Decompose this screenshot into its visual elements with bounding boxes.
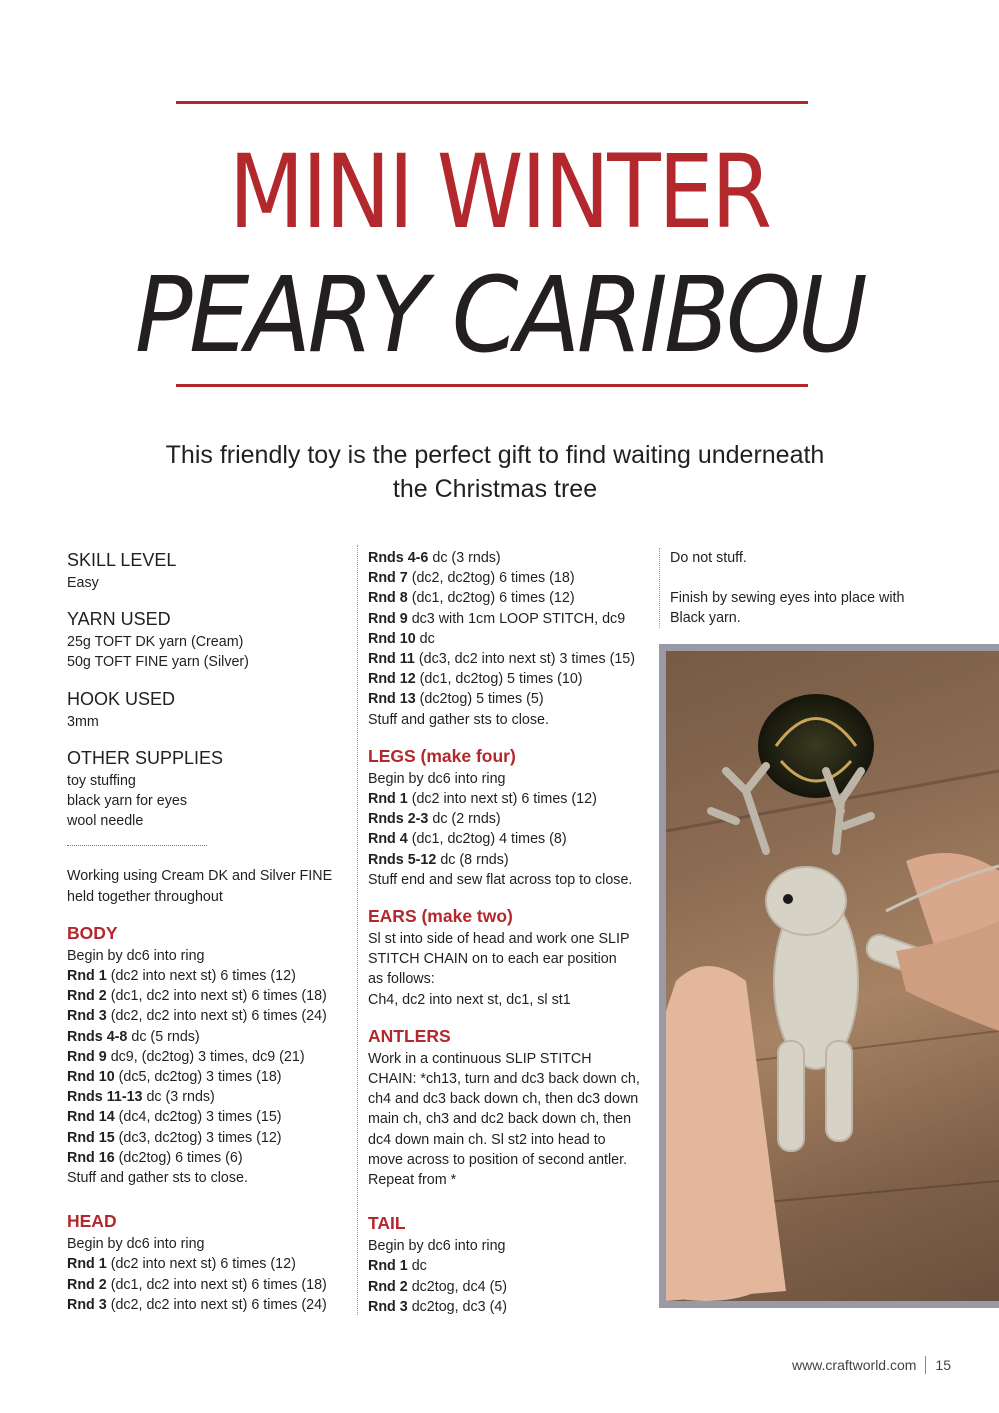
instruction-line [368, 1130, 653, 1150]
text-line: Do not stuff. [670, 550, 747, 566]
instruction-text: (dc1, dc2tog) 5 times (10) [415, 671, 583, 688]
supply-item: black yarn for eyes [67, 793, 187, 810]
title-line-1: MINI WINTER [228, 133, 770, 252]
instruction-line [67, 946, 347, 966]
instruction-text: (dc2, dc2tog) 6 times (18) [407, 570, 575, 587]
round-label: Rnds 5-12 [368, 851, 437, 868]
instruction-line [368, 629, 653, 649]
round-label: Rnd 3 [67, 1296, 107, 1313]
note-line: held together throughout [67, 888, 223, 905]
instruction-line [67, 1148, 347, 1168]
round-label: Rnd 8 [368, 590, 408, 607]
antlers-heading: ANTLERS [368, 1025, 451, 1046]
instruction-line [368, 548, 653, 568]
skill-section [67, 549, 347, 593]
yarn-item: 50g TOFT FINE yarn (Silver) [67, 654, 249, 671]
instruction-line [368, 829, 653, 849]
round-label: Rnd 9 [368, 610, 408, 627]
round-label: Rnd 1 [368, 791, 408, 808]
note [67, 866, 347, 906]
instruction-line [67, 1087, 347, 1107]
instruction-text: move across to position of second antler. [368, 1151, 628, 1168]
instruction-text: dc2tog, dc3 (4) [407, 1298, 508, 1315]
instruction-text: dc (8 rnds) [436, 851, 509, 868]
instruction-text: dc (3 rnds) [142, 1089, 215, 1106]
round-label: Rnd 4 [368, 831, 408, 848]
instruction-line [368, 809, 653, 829]
instruction-line [368, 588, 653, 608]
round-label: Rnd 15 [67, 1129, 115, 1146]
text-line: Black yarn. [670, 610, 741, 627]
instruction-text: dc (5 rnds) [127, 1028, 200, 1045]
head-section [67, 1210, 347, 1315]
round-label: Rnd 10 [67, 1069, 115, 1086]
instruction-text: (dc2tog) 5 times (5) [415, 691, 544, 708]
instruction-text: Ch4, dc2 into next st, dc1, sl st1 [368, 991, 571, 1008]
hook-value: 3mm [67, 713, 99, 730]
skill-value: Easy [67, 575, 99, 591]
instruction-line [368, 929, 653, 949]
round-label: Rnd 10 [368, 630, 416, 647]
skill-heading: SKILL LEVEL [67, 550, 177, 570]
yarn-heading: YARN USED [67, 609, 171, 630]
tail-instructions [368, 1236, 653, 1317]
instruction-text: Repeat from * [368, 1172, 457, 1189]
instruction-text: dc9, (dc2tog) 3 times, dc9 (21) [106, 1048, 305, 1065]
instruction-line [368, 1236, 653, 1256]
instruction-text: (dc2 into next st) 6 times (12) [106, 968, 296, 985]
round-label: Rnd 12 [368, 671, 416, 688]
instruction-text: Begin by dc6 into ring [67, 1236, 205, 1253]
instruction-line [67, 1006, 347, 1026]
instruction-line [67, 1128, 347, 1148]
round-label: Rnd 2 [368, 1278, 408, 1295]
tail-heading: TAIL [368, 1213, 406, 1234]
hook-section [67, 688, 347, 732]
photo-image [666, 651, 999, 1301]
head-heading: HEAD [67, 1211, 117, 1232]
instruction-text: (dc1, dc2 into next st) 6 times (18) [106, 988, 327, 1005]
instruction-text: Begin by dc6 into ring [67, 947, 205, 964]
round-label: Rnds 11-13 [67, 1089, 143, 1106]
ears-section [368, 905, 653, 1010]
supply-item: toy stuffing [67, 772, 136, 789]
round-label: Rnd 16 [67, 1149, 115, 1166]
instruction-line [368, 568, 653, 588]
instruction-text: dc (3 rnds) [428, 550, 501, 566]
instruction-line [368, 789, 653, 809]
instruction-line [67, 986, 347, 1006]
instruction-line [368, 850, 653, 870]
antlers-section [368, 1025, 653, 1190]
instruction-text: dc4 down main ch. Sl st2 into head to [368, 1131, 606, 1148]
instruction-line [368, 1089, 653, 1109]
round-label: Rnd 1 [368, 1258, 408, 1275]
instruction-text: Work in a continuous SLIP STITCH [368, 1050, 592, 1067]
instruction-line [67, 1275, 347, 1295]
instruction-line [368, 1297, 653, 1317]
instruction-line [368, 1049, 653, 1069]
page-number: 15 [935, 1357, 951, 1373]
instruction-line [368, 990, 653, 1010]
instruction-line [67, 1234, 347, 1254]
head-instructions-continued [368, 548, 653, 730]
instruction-line [368, 669, 653, 689]
column-3 [670, 548, 970, 629]
round-label: Rnd 1 [67, 968, 107, 985]
round-label: Rnd 2 [67, 988, 107, 1005]
instruction-line [368, 1150, 653, 1170]
instruction-text: dc2tog, dc4 (5) [407, 1278, 508, 1295]
instruction-line [368, 689, 653, 709]
instruction-line [368, 1256, 653, 1276]
instruction-text: as follows: [368, 971, 435, 988]
round-label: Rnds 4-8 [67, 1028, 128, 1045]
instruction-text: dc [407, 1258, 427, 1275]
instruction-line [67, 1067, 347, 1087]
instruction-text: (dc4, dc2tog) 3 times (15) [114, 1109, 282, 1126]
instruction-text: (dc3, dc2 into next st) 3 times (15) [414, 651, 635, 668]
instruction-text: (dc2tog) 6 times (6) [114, 1149, 243, 1166]
ears-instructions [368, 929, 653, 1010]
instruction-line [368, 969, 653, 989]
instruction-line [67, 1254, 347, 1274]
antlers-instructions [368, 1049, 653, 1190]
round-label: Rnds 2-3 [368, 811, 429, 828]
round-label: Rnd 9 [67, 1048, 107, 1065]
round-label: Rnd 14 [67, 1109, 115, 1126]
round-label: Rnd 13 [368, 691, 416, 708]
intro-text: This friendly toy is the perfect gift to find waiting underneath the Christmas tree [165, 441, 825, 503]
instruction-line [67, 966, 347, 986]
instruction-text: CHAIN: *ch13, turn and dc3 back down ch, [368, 1071, 640, 1088]
instruction-line [368, 1277, 653, 1297]
legs-instructions [368, 769, 653, 890]
photo-illustration [666, 651, 999, 1301]
instruction-text: (dc1, dc2tog) 6 times (12) [407, 590, 575, 607]
instruction-text: Stuff end and sew flat across top to close. [368, 871, 633, 888]
instruction-line [67, 1295, 347, 1315]
instruction-text: STITCH CHAIN on to each ear position [368, 951, 617, 968]
instruction-line [67, 1047, 347, 1067]
instruction-line [368, 649, 653, 669]
instruction-text: (dc2, dc2 into next st) 6 times (24) [106, 1296, 327, 1313]
ears-heading: EARS (make two) [368, 906, 513, 927]
title-line-2: PEARY CARIBOU [134, 254, 864, 376]
note-line: Working using Cream DK and Silver FINE [67, 868, 333, 885]
instruction-text: (dc2, dc2 into next st) 6 times (24) [106, 1008, 327, 1025]
instruction-line [67, 1107, 347, 1127]
round-label: Rnd 7 [368, 570, 408, 587]
hook-heading: HOOK USED [67, 688, 176, 709]
tail-section [368, 1212, 653, 1317]
body-heading: BODY [67, 922, 118, 943]
instruction-text: dc (2 rnds) [428, 811, 501, 828]
footer-url[interactable]: www.craftworld.com [791, 1357, 917, 1373]
instruction-text: (dc1, dc2tog) 4 times (8) [407, 831, 567, 848]
top-rule [176, 101, 808, 104]
text-line: Finish by sewing eyes into place with [670, 590, 905, 607]
instruction-text: dc3 with 1cm LOOP STITCH, dc9 [407, 610, 626, 627]
instruction-text: Begin by dc6 into ring [368, 1238, 506, 1255]
round-label: Rnd 3 [368, 1298, 408, 1315]
instruction-line [368, 609, 653, 629]
footer-separator [925, 1356, 926, 1374]
caribou-photo [659, 644, 999, 1308]
head-instructions [67, 1234, 347, 1315]
dotted-divider [67, 845, 207, 846]
instruction-text: (dc3, dc2tog) 3 times (12) [114, 1129, 282, 1146]
instruction-line [368, 769, 653, 789]
bottom-rule [176, 384, 808, 387]
supplies-heading: OTHER SUPPLIES [67, 747, 224, 768]
head-continued [368, 548, 653, 730]
instruction-text: (dc1, dc2 into next st) 6 times (18) [106, 1276, 327, 1293]
instruction-line [368, 870, 653, 890]
instruction-text: ch4 and dc3 back down ch, then dc3 down [368, 1091, 639, 1108]
instruction-line [368, 710, 653, 730]
instruction-line [368, 949, 653, 969]
page-footer [792, 1356, 951, 1374]
yarn-item: 25g TOFT DK yarn (Cream) [67, 634, 244, 651]
instruction-text: main ch, ch3 and dc2 back down ch, then [368, 1111, 632, 1128]
column-2 [368, 548, 653, 1317]
column-1 [67, 545, 347, 1315]
yarn-section [67, 608, 347, 672]
instruction-text: (dc5, dc2tog) 3 times (18) [114, 1069, 282, 1086]
legs-section [368, 745, 653, 890]
supply-item: wool needle [67, 813, 144, 830]
body-section [67, 922, 347, 1188]
instruction-text: (dc2 into next st) 6 times (12) [407, 791, 597, 808]
round-label: Rnd 2 [67, 1276, 107, 1293]
instruction-line [67, 1168, 347, 1188]
instruction-text: Stuff and gather sts to close. [67, 1170, 248, 1187]
round-label: Rnd 1 [67, 1256, 107, 1273]
supplies-section [67, 747, 347, 832]
column-divider [659, 548, 660, 628]
round-label: Rnd 11 [368, 651, 415, 668]
instruction-text: Stuff and gather sts to close. [368, 711, 549, 728]
round-label: Rnds 4-6 [368, 550, 429, 566]
column-divider [357, 545, 358, 1315]
instruction-text: Begin by dc6 into ring [368, 770, 506, 787]
body-instructions [67, 946, 347, 1188]
instruction-text: dc [415, 630, 435, 647]
instruction-line [368, 1069, 653, 1089]
instruction-text: Sl st into side of head and work one SLIP [368, 931, 630, 948]
instruction-line [368, 1170, 653, 1190]
instruction-text: (dc2 into next st) 6 times (12) [106, 1256, 296, 1273]
round-label: Rnd 3 [67, 1008, 107, 1025]
instruction-line [368, 1109, 653, 1129]
instruction-line [67, 1027, 347, 1047]
legs-heading: LEGS (make four) [368, 745, 516, 766]
